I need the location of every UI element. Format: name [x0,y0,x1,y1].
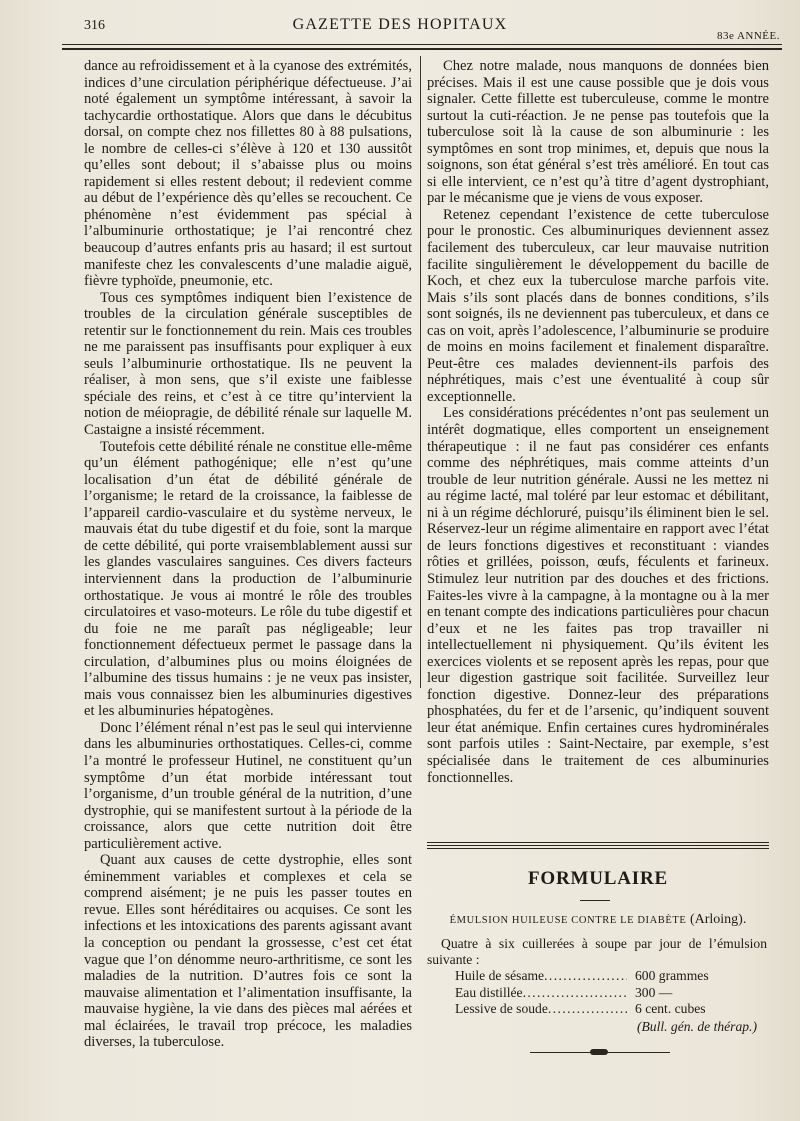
column-divider [420,56,421,688]
recipe-title [427,912,769,928]
ingredient-row [455,968,755,985]
ingredient-name: Lessive de soude [455,1001,548,1016]
header-rule [62,44,782,45]
formulaire-heading: FORMULAIRE [528,868,668,889]
paragraph: Toutefois cette débilité rénale ne constitue elle-même qu’un élément pathogénique; elle n’est qu’une localisation d’un état de débilité générale de l’organisme; le retard de la croissance, la faiblesse de l’appareil cardio-vasculaire et du système nerveux, le mauvais état du tube digestif et du foie, sont la marque de cette débilité, qui porte vraisemblablement aussi sur les glandes vasculaires sanguines. Ces divers facteurs interviennent dans la production de l’albuminurie orthostatique. Je vous ai montré le rôle des troubles circulatoires et vaso-moteurs. Le rôle du tube digestif et du foie ne me paraît pas négligeable; leur fonctionnement défectueux permet le passage dans la circulation, d’albumines plus ou moins éloignées de l’albumine des tissus humains : je ne veux pas insister, mais vous connaissez bien les albuminuries digestives et les albuminuries hépatogènes. [84,438,412,720]
recipe-author: (Arloing). [689,912,747,927]
ingredient-name: Huile de sésame [455,968,545,983]
right-column [427,58,769,786]
journal-title: GAZETTE DES HOPITAUX [292,16,508,33]
ingredient-list [455,968,755,1018]
left-column [84,58,412,1051]
page-number: 316 [84,18,105,33]
ingredient-row [455,985,755,1002]
leader-dots [544,968,627,985]
leader-dots [548,1001,627,1018]
ingredient-quantity: 6 cent. cubes [635,1001,706,1016]
heading-dash [580,900,610,901]
header-rule-thick [62,48,782,50]
recipe-title-caps: ÉMULSION HUILEUSE CONTRE LE DIABÈTE [449,915,687,926]
paragraph: dance au refroidissement et à la cyanose des extrémités, indices d’une circulation périphérique défectueuse. J’ai noté également un symptôme intéressant, à savoir la tachycardie orthostatique. Alors que dans le décubitus dorsal, on compte chez nos fillettes 80 à 88 pulsations, le nombre de celles-ci s’élève à 120 et 130 aussitôt qu’elles sont debout; il s’abaisse plus ou moins rapidement si elles restent debout; il redevient comme au début de l’expérience dès qu’elles se recouchent. Ce phénomène n’est évidemment pas spécial à l’albuminurie orthostatique; je l’ai rencontré chez beaucoup d’autres enfants pris au hasard; il est surtout manifeste chez les convalescents d’une maladie aiguë, fièvre typhoïde, pneumonie, etc. [84,58,412,290]
section-separator [427,842,769,851]
ingredient-quantity: 600 grammes [635,968,709,983]
paragraph: Quant aux causes de cette dystrophie, elles sont éminemment variables et complexes et cela se comprend aisément; je ne puis les passer toutes en revue. Elles sont héréditaires ou acquises. Ce sont les infections et les intoxications des parents agissant avant la conception ou pendant la grossesse, c’est cet état vague que l’on dénomme neuro-arthritisme, ce sont les maladies de la nutrition. D’autres fois ce sont la mauvaise alimentation et l’alimentation insuffisante, la mauvaise hygiène, la vie dans des pièces mal aérées et mal éclairées, le travail trop précoce, les maladies diverses, la tuberculose. [84,852,412,1051]
end-ornament [530,1052,670,1053]
ingredient-quantity: 300 — [635,984,673,1000]
paragraph: Retenez cependant l’existence de cette tuberculose pour le pronostic. Ces albuminuriques deviennent assez facilement des tuberculeux, car leur mauvaise nutrition facilite singulièrement le développement du bacille de Koch, et chez eux la tuberculose marche parfois vite. Mais s’ils sont placés dans de bonnes conditions, s’ils sont soignés, ils ne deviennent pas tuberculeux, et dans ce cas on voit, après l’adolescence, l’albuminurie se produire de moins en moins facilement et finalement disparaître. Peut-être ces malades deviennent-ils parfois des néphrétiques, mais c’est une éventualité à coup sûr exceptionnelle. [427,206,769,405]
ingredient-row [455,1001,755,1018]
ingredient-name: Eau distillée [455,984,523,1000]
year-label: 83e ANNÉE. [716,30,780,42]
paragraph: Chez notre malade, nous manquons de données bien précises. Mais il est une cause possible que je dois vous signaler. Cette fillette est tuberculeuse, comme le montre surtout la cuti-réaction. Je ne pense pas toutefois que la tuberculose soit là la cause de son albuminurie : les symptômes en sont trop minimes, et, depuis que nous la soignons, son état général s’est très amélioré. En tout cas si elle intervient, ce n’est qu’à titre d’agent dystrophiant, par le mécanisme que je viens de vous exposer. [427,58,769,207]
recipe-source: (Bull. gén. de thérap.) [636,1019,757,1034]
paragraph: Donc l’élément rénal n’est pas le seul qui intervienne dans les albuminuries orthostatiques. Celles-ci, comme l’a montré le professeur Hutinel, ne constituent qu’un symptôme d’un état morbide intéressant tout l’organisme, d’un trouble général de la nutrition, d’une dystrophie, qui se manifestent surtout à la période de la croissance, alors que cette nutrition doit être particulièrement active. [84,719,412,852]
recipe-intro: Quatre à six cuillerées à soupe par jour de l’émulsion suivante : [427,936,767,967]
page-header [0,0,800,60]
paragraph: Tous ces symptômes indiquent bien l’existence de troubles de la circulation générale susceptibles de retentir sur le fonctionnement du rein. Mais ces troubles ne me paraissent pas insuffisants pour expliquer à eux seuls l’albuminurie orthostatique. Ils ne peuvent la réaliser, à mon sens, que s’il existe une faiblesse spéciale des reins, et c’est à ce titre qu’intervient la notion de méiopragie, de débilité rénale sur laquelle M. Castaigne a insisté récemment. [84,289,412,439]
paragraph: Les considérations précédentes n’ont pas seulement un intérêt dogmatique, elles comportent un enseignement thérapeutique : il ne faut pas considérer ces enfants comme des néphrétiques, mais comme atteints d’un trouble de leur nutrition générale. Aussi ne les mettez ni au régime lacté, mal toléré par leur estomac et débilitant, ni à un régime déchloruré, puisqu’ils éliminent bien le sel. Réservez-leur un régime alimentaire en rapport avec l’état de leurs fonctions digestives et reconstituant : viandes rôties et grillées, poisson, œufs, féculents et farineux. Stimulez leur nutrition par des douches et des frictions. Faites-les vivre à la campagne, à la montagne ou à la mer en tenant compte des indications particulières pour chacun d’eux et ne les faites pas trop travailler ni intellectuellement ni physiquement. Qu’ils évitent les exercices violents et se reposent après les repas, pour que leur digestion gastrique soit facilitée. Surveillez leur fonction digestive. Donnez-leur des préparations phosphatées, du fer et de l’arsenic, qu’indiquent souvent leur état anémique. Enfin certaines cures hydrominérales sont parfois utiles : Saint-Nectaire, par exemple, s’est spécialisée dans le traitement de ces albuminuries fonctionnelles. [427,405,769,786]
leader-dots [523,985,627,1002]
